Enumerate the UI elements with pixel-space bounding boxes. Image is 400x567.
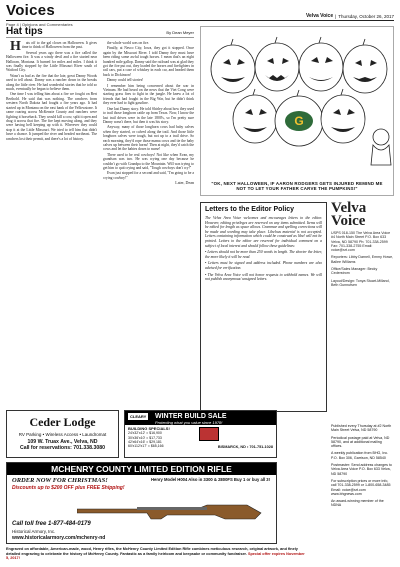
hat-tips-title: Hat tips [6, 26, 43, 37]
hat-tips-column [6, 26, 194, 257]
ad-phone: Call for reservations: 701.338.3080 [19, 445, 106, 451]
paragraph: Finally, at Nesco City, Iowa, they got it stopped. Once again by the Missouri River. I told Danny they must have been riding some awful tough horses. I mean that's an eight hundred mile gallop. Danny said the railroad was at glad they got the fire put out, they loaded the horses and firefighters in rail cars, put a case of whiskey in each car, and headed them back to Dickinson! [103, 46, 194, 77]
cleary-building-ad [124, 410, 277, 458]
letters-rule: • Letters must be signed and address included. Phone numbers are also advised for verification. [205, 261, 322, 270]
masthead-info: Velva Voice | Thursday, October 26, 2017 [305, 13, 394, 19]
hat-tips-col-1 [6, 41, 97, 257]
building-specials [128, 427, 198, 448]
section-title: Voices [6, 2, 56, 19]
paragraph: the whole world was on fire. [107, 41, 150, 45]
hat-tips-col-2 [103, 41, 194, 257]
ad-url[interactable]: www.historicalarmory.com/mchenry-nd [12, 535, 106, 541]
specials-title: BUILDING SPECIALS! [128, 426, 170, 431]
drop-cap: H [10, 41, 21, 54]
paragraph: Anyway, many of those longhorn cows had baby calves when they started, or calved along the trail. And those little longhorn calves were tough, but not up to a trail drive. So each morning, they'd rope those mama cows and tie the baby calves up between their horns! Then at night, they'd catch the cows and let the babies down to nurse! [103, 125, 194, 152]
byline: By Dean Meyer [166, 30, 194, 35]
office-manager: Office/Sales Manager: Becky Cederstrom [331, 267, 378, 276]
special-item: 60'x112'x17' = $65,166 [128, 444, 164, 449]
cleary-logo: CLEARY [127, 412, 149, 421]
ndna-logo: NDNA [331, 503, 342, 508]
pub-info-block: For subscription prices or more info, call 701-338-2599 or 1-800-658-3485 Email: voice@srt.com www.bhgnews.com [331, 478, 391, 496]
ad-location: BISMARCK, ND • 701-751-1028 [217, 445, 273, 449]
velva-voice-logo [331, 202, 394, 228]
letters-rules [205, 250, 322, 282]
letters-rule: • The Velva Area Voice will not honor requests to withhold names. We will not publish anonymous/ unsigned letters. [205, 273, 322, 282]
reporters: Reporters: Libby Darnell, Emmy Howe, Bailee Williams [331, 255, 394, 264]
ad-headline: MCHENRY COUNTY LIMITED EDITION RIFLE [7, 463, 276, 475]
letters-heading: Letters to the Editor Policy [205, 206, 295, 213]
hat-tips-heading [6, 26, 194, 38]
ad-company: Historical Armory, Inc. [12, 529, 56, 534]
staff-box [331, 202, 394, 290]
mchenry-rifle-ad [6, 462, 277, 544]
ad-tagline: Protecting what you value since 1978! [155, 420, 223, 425]
editorial-cartoon [200, 26, 394, 196]
signoff: Later, Dean [175, 180, 194, 186]
special-item: 42'x64'x16' = $29,181 [128, 439, 162, 444]
special-item: 30'x36'x10' = $17,733 [128, 435, 162, 440]
pub-info-block: A weekly publication from BHG, Inc. P.O. Box 306, Garrison, ND 58540 [331, 451, 389, 460]
paper-name: Velva Voice [305, 13, 334, 19]
cedar-lodge-ad [6, 410, 119, 458]
paragraph: I remember him being concerned about the war in Vietnam. He had heard on the news that the Viet Cong were starting grass fires to fight in the jungle. He knew a lot of friends that had fought in the Big War, but he didn't think they ever had to fight gasoline. [103, 83, 194, 106]
paragraph: One last Danny story. He told Shirley about how they used to trail those longhorn cattle up from Texas. Now, I know the last trail drives were in the late 1800's, so I'm pretty sure Danny wasn't there, but then it was his story. [103, 106, 194, 124]
paragraph: Several years ago there was a fire called the Halloween fire. It was a windy devil and a fire started near Halloran, Montana. It burned for miles and miles. I think it was finally stopped by the Little Missouri River south of Watford City. [6, 50, 97, 73]
paragraph: One time I was telling him about a fire we fought on Bert Berthold. He said that was nothing. The ranchers from western North Dakota had fought a fire years ago. It had started up in Montana on the east bank of the Yellowstone. It came roaring across McKenzie County and ranchers were fighting it horseback. They would kill a cow, split it open and drag it across that fire. The fire kept moving along, and they were having hell keeping up with it. Wherever they could stop it at the Little Missouri. We tried to tell him that didn't have a chance. It jumped the river and headed northeast. The ranchers lost their permit, and there's a lot of history. [6, 92, 97, 141]
letters-intro: The Velva Area Voice welcomes and encourages letters to the editor. However, editing privileges are reserved on any items submitted. Items will be edited for length as space allows. Grammar and spelling corrections will be made and wording may take place. Libelous material is not accepted. Letters containing information which could be construed as libel will not be printed. Letters to the editor are reserved for individual comment on a subject of local interest and should follow these guidelines: [205, 216, 322, 248]
page-line: Page 4 | Opinions and Commentaries [6, 22, 73, 27]
letters-rule: • Letters should not be more than 250 words in length. The shorter the letter, the more likely it will be read. [205, 250, 322, 259]
rifle-ad-description [6, 547, 306, 561]
logo-line: Velva [331, 200, 367, 216]
packers-logo-pumpkin [285, 111, 313, 131]
pub-info-block: Published every Thursday at #2 North Main Street Velva, ND 58790 [331, 424, 392, 433]
paragraph: ats off to the gal clown on Halloween. It gives time to think of Halloween from the past. [21, 41, 97, 50]
contact-info: USPS 018-150 The Velva Area Voice #4 North Main Street P.O. Box 633 Velva, ND 58790 Ph: 701-338-2599 Fax: 701-338-2755 Email: voice@srt.com [331, 231, 391, 253]
ad-description-text: Engraved on affordable, American-made, wood, Henry rifles, the McHenry County Limited Edition Rifle combines meticulous research, original artwork, and finely detailed engraving to celebrate the history of McHenry County. Fantastic as a family heirloom and keepsake or community fundraiser. [6, 547, 298, 556]
paragraph: There used to be real cowboys! Not like when Evan, my grandson was two. He was crying one day because he couldn't go with Grandpa to the Mountain. Will was trying to get him to quit crying and said, "Tough cowboys don't cry!" [103, 152, 194, 170]
ad-business-name: Ceder Lodge [29, 415, 96, 429]
paragraph: Evan just stopped for a second and said, "I'm going to be a crying cowboy!" [103, 171, 194, 180]
publication-info [331, 424, 394, 508]
rifle-icon [77, 499, 267, 521]
ad-model: Henry Model H004 Also in 3300 & 2800FS Buy 1 or buy all 3! [151, 477, 270, 482]
award-line: An award-winning member of the [331, 499, 384, 504]
special-item: 24'x32'x12' = $16,900 [128, 431, 162, 436]
pub-info-block: Postmaster: Send address changes to Velva Area Voice P.O. Box 633 Velva, ND 58790 [331, 463, 392, 476]
ad-order-now: ORDER NOW FOR CHRISTMAS! [12, 477, 108, 484]
letters-policy-box [200, 202, 327, 412]
barn-icon [199, 427, 219, 441]
ad-offer-expiry: Special offer expires November 5, 2017! [6, 551, 305, 561]
ad-discount: Discounts up to $200 OFF plus FREE Shipping! [12, 485, 125, 491]
ad-address: 109 W. Truax Ave., Velva, ND [27, 439, 98, 445]
hat-tips-body [6, 41, 194, 257]
paragraph: Wasn't as bad as the fire that the late, great Danny Woods used to tell about. Danny was a rancher down in the breaks along the little river. He had wonderful stories that he told so much, eventually he began to believe them. [6, 73, 97, 92]
layout-design: Layout/Design: Tonya Stuart-Milland, Beth Gunnufsen [331, 278, 390, 287]
ad-headline: WINTER BUILD SALE [155, 413, 227, 420]
ad-phone: Call toll free 1-877-484-0179 [12, 521, 91, 527]
pumpkins-illustration [201, 27, 395, 167]
masthead [6, 4, 394, 21]
logo-line: Voice [331, 213, 366, 229]
svg-text:G: G [294, 114, 304, 128]
paragraph: Danny could tell stories! [107, 78, 144, 83]
pub-info-block: Periodical postage paid at Velva, ND 58790, and at additional mailing offices. [331, 435, 390, 449]
issue-date: Thursday, October 26, 2017 [338, 13, 394, 19]
ad-services: RV Parking • Wireless Access • Laundromat [18, 432, 107, 437]
cartoon-caption: "OK, NEXT HALLOWEEN, IF AARON RODGERS GETS INJURED REMIND ME NOT TO LET YOUR FATHER CARVE THE PUMPKINS!" [211, 181, 383, 191]
